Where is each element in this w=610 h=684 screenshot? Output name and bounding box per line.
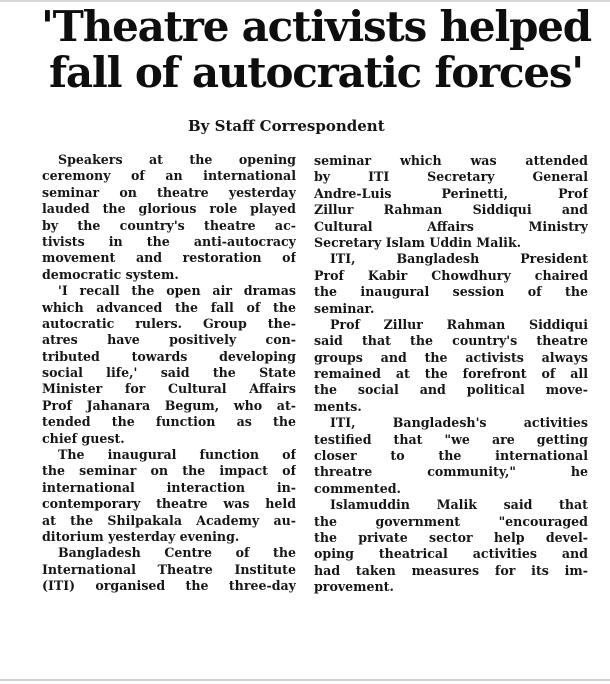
text-line: 'I recall the open air dramas — [58, 283, 296, 299]
text-line: at the Shilpakala Academy au- — [42, 512, 296, 528]
text-line: tributed towards developing — [42, 348, 296, 364]
text-line: contemporary theatre was held — [42, 496, 296, 512]
text-line: groups and the activists always — [314, 349, 588, 365]
text-line: oping theatrical activities and — [314, 546, 588, 562]
text-line: ditorium yesterday evening. — [42, 528, 240, 544]
text-line: ceremony of an international — [42, 168, 296, 184]
text-line: Secretary Islam Uddin Malik. — [314, 234, 522, 250]
text-line: (ITI) organised the three-day — [42, 578, 296, 594]
text-line: seminar which was attended — [314, 153, 588, 168]
text-line: ITI, Bangladesh President — [330, 251, 588, 267]
text-line: Prof Zillur Rahman Siddiqui — [330, 316, 588, 332]
headline-line: fall of autocratic forces' — [49, 48, 583, 97]
text-line: chief guest. — [42, 430, 125, 446]
text-line: movement and restoration of — [42, 250, 296, 266]
text-line: the inaugural session of the — [314, 284, 588, 300]
text-line: said that the country's theatre — [314, 333, 588, 349]
text-line: by ITI Secretary General — [314, 169, 588, 185]
text-line: had taken measures for its im- — [314, 562, 588, 578]
text-line: Speakers at the opening — [58, 152, 296, 167]
article-column-left — [42, 152, 296, 595]
text-line: autocratic rulers. Group the- — [42, 315, 296, 331]
text-line: international interaction in- — [42, 479, 296, 495]
bottom-rule — [0, 679, 610, 681]
text-line: ITI, Bangladesh's activities — [330, 415, 588, 431]
text-line: atres have positively con- — [42, 332, 296, 348]
text-line: the private sector help devel- — [314, 529, 588, 545]
headline-line: 'Theatre activists helped — [41, 2, 591, 51]
text-line: Prof Kabir Chowdhury chaired — [314, 267, 588, 283]
text-line: closer to the international — [314, 448, 588, 464]
text-line: Andre-Luis Perinetti, Prof — [314, 185, 588, 201]
text-line: the government "encouraged — [314, 513, 588, 529]
text-line: Islamuddin Malik said that — [330, 497, 588, 513]
text-line: the seminar on the impact of — [42, 463, 296, 479]
headline — [26, 4, 606, 96]
text-line: the social and political move- — [314, 382, 588, 398]
text-line: seminar on theatre yesterday — [42, 184, 296, 200]
text-line: lauded the glorious role played — [42, 201, 296, 217]
text-line: tivists in the anti-autocracy — [42, 233, 296, 249]
article-column-right — [314, 153, 588, 596]
text-line: by the country's theatre ac- — [42, 217, 296, 233]
text-line: seminar. — [314, 300, 375, 316]
text-line: testified that "we are getting — [314, 431, 588, 447]
text-line: The inaugural function of — [58, 447, 296, 463]
byline: By Staff Correspondent — [188, 117, 385, 135]
text-line: commented. — [314, 480, 401, 496]
text-line: ments. — [314, 398, 362, 414]
text-line: International Theatre Institute — [42, 561, 296, 577]
text-line: Zillur Rahman Siddiqui and — [314, 202, 588, 218]
text-line: remained at the forefront of all — [314, 366, 588, 382]
text-line: Bangladesh Centre of the — [58, 545, 296, 561]
text-line: tended the function as the — [42, 414, 296, 430]
text-line: Cultural Affairs Ministry — [314, 218, 588, 234]
text-line: Prof Jahanara Begum, who at- — [42, 397, 296, 413]
text-line: Minister for Cultural Affairs — [42, 381, 296, 397]
text-line: social life,' said the State — [42, 365, 296, 381]
text-line: provement. — [314, 579, 394, 595]
text-line: threatre community," he — [314, 464, 588, 480]
text-line: which advanced the fall of the — [42, 299, 296, 315]
text-line: democratic system. — [42, 266, 179, 282]
